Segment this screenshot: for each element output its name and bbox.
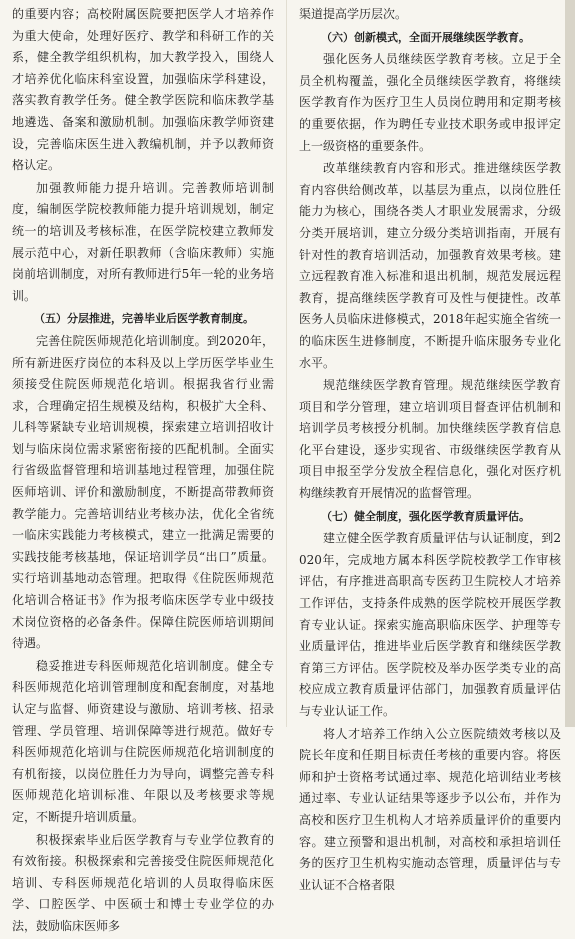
section-heading: （五）分层推进，完善毕业后医学教育制度。 <box>34 312 254 326</box>
paragraph: 改革继续教育内容和形式。推进继续医学教育内容供给侧改革，以基层为重点，以岗位胜任能力为核心，围绕各类人才职业发展需求，分级分类开展培训，建立分级分类培训指南，开展有针对性的教育培训活动，加强教育效果考核。建立远程教育准入标准和退出机制，规范发展远程教育，提高继续医学教育可及性与便捷性。改革医务人员临床进修模式，2018年起实施全省统一的临床医生进修制度，不断提升临床服务专业化水平。 <box>299 161 561 370</box>
paragraph: 规范继续医学教育管理。规范继续医学教育项目和学分管理，建立培训项目督查评估机制和培训学员考核授分机制。加快继续医学教育信息化平台建设，逐步实现省、市级继续医学教育从项目申报至学分发放全程信息化，强化对医疗机构继续教育开展情况的监督管理。 <box>299 378 561 501</box>
paragraph: 积极探索毕业后医学教育与专业学位教育的有效衔接。积极探索和完善接受住院医师规范化培训、专科医师规范化培训的人员取得临床医学、口腔医学、中医硕士和博士专业学位的办法，鼓励临床医师多 <box>12 832 274 933</box>
paragraph: 稳妥推进专科医师规范化培训制度。健全专科医师规范化培训管理制度和配套制度，对基地认定与监督、师资建设与激励、培训考核、招录管理、学员管理、培训保障等进行规范。做好专科医师规范化培训与住院医师规范化培训制度的有机衔接，以岗位胜任力为导向，调整完善专科医师规范化培训标准、年限以及考核要求等规定，不断提升培训质量。 <box>12 658 274 824</box>
column-divider <box>286 0 287 727</box>
paragraph: 完善住院医师规范化培训制度。到2020年，所有新进医疗岗位的本科及以上学历医学毕业生须接受住院医师规范化培训。根据我省行业需求，合理确定招生规模及结构，积极扩大全科、儿科等紧缺专业培训规模，探索建立培训招收计划与临床岗位需求紧密衔接的匹配机制。全面实行省级监督管理和培训基地过程管理，加强住院医师培训、评价和激励制度，不断提高带教师资教学能力。完善培训结业考核办法，优化全省统一临床实践能力考核模式，建立一批满足需要的实践技能考核基地，保证培训学员“出口”质量。实行培训基地动态管理。把取得《住院医师规范化培训合格证书》作为报考临床医学专业中级技术岗位资格的必备条件。保障住院医师培训期间待遇。 <box>12 333 274 651</box>
paragraph: 将人才培养工作纳入公立医院绩效考核以及院长年度和任期目标责任考核的重要内容。将医师和护士资格考试通过率、规范化培训结业考核通过率、专业认证结果等逐步予以公布，并作为高校和医疗卫生机构人才培养质量评价的重要内容。建立预警和退出机制，对高校和承担培训任务的医疗卫生机构实施动态管理，质量评估与专业认证不合格者限 <box>299 726 561 892</box>
section-heading: （七）健全制度，强化医学教育质量评估。 <box>321 509 530 523</box>
paragraph: 渠道提高学历层次。 <box>299 7 408 21</box>
left-column <box>12 4 274 939</box>
paragraph: 强化医务人员继续医学教育考核。立足于全员全机构覆盖，强化全员继续医学教育，将继续医学教育作为医疗卫生人员岗位聘用和定期考核的重要依据，作为聘任专业技术职务或申报评定上一级资格的重要条件。 <box>299 52 561 153</box>
page-edge <box>565 0 575 727</box>
right-column <box>299 4 561 897</box>
section-heading: （六）创新模式，全面开展继续医学教育。 <box>321 30 530 44</box>
paragraph: 建立健全医学教育质量评估与认证制度，到2020年，完成地方属本科医学院校教学工作审核评估，有序推进高职高专医药卫生院校人才培养工作评估，支持条件成熟的医学院校开展医学教育专业认证。探索实施高职临床医学、护理等专业质量评估，推进毕业后医学教育和继续医学教育第三方评估。医学院校及举办医学类专业的高校应成立教育质量评估部门，加强教育质量评估与专业认证工作。 <box>299 531 561 718</box>
paragraph: 的重要内容；高校附属医院要把医学人才培养作为重大使命，处理好医疗、教学和科研工作的关系，健全教学组织机构，加大教学投入，围绕人才培养优化临床科室设置，加强临床学科建设，落实教育教学任务。健全教学医院和临床教学基地遴选、备案和激励机制。加强临床教学师资建设，完善临床医生进入教编机制，并予以教师资格认定。 <box>12 7 274 173</box>
paragraph: 加强教师能力提升培训。完善教师培训制度，编制医学院校教师能力提升培训规划，制定统一的培训及考核标准，在医学院校建立教师发展示范中心，对新任职教师（含临床教师）实施岗前培训制度，对所有教师进行5年一轮的业务培训。 <box>12 180 274 303</box>
